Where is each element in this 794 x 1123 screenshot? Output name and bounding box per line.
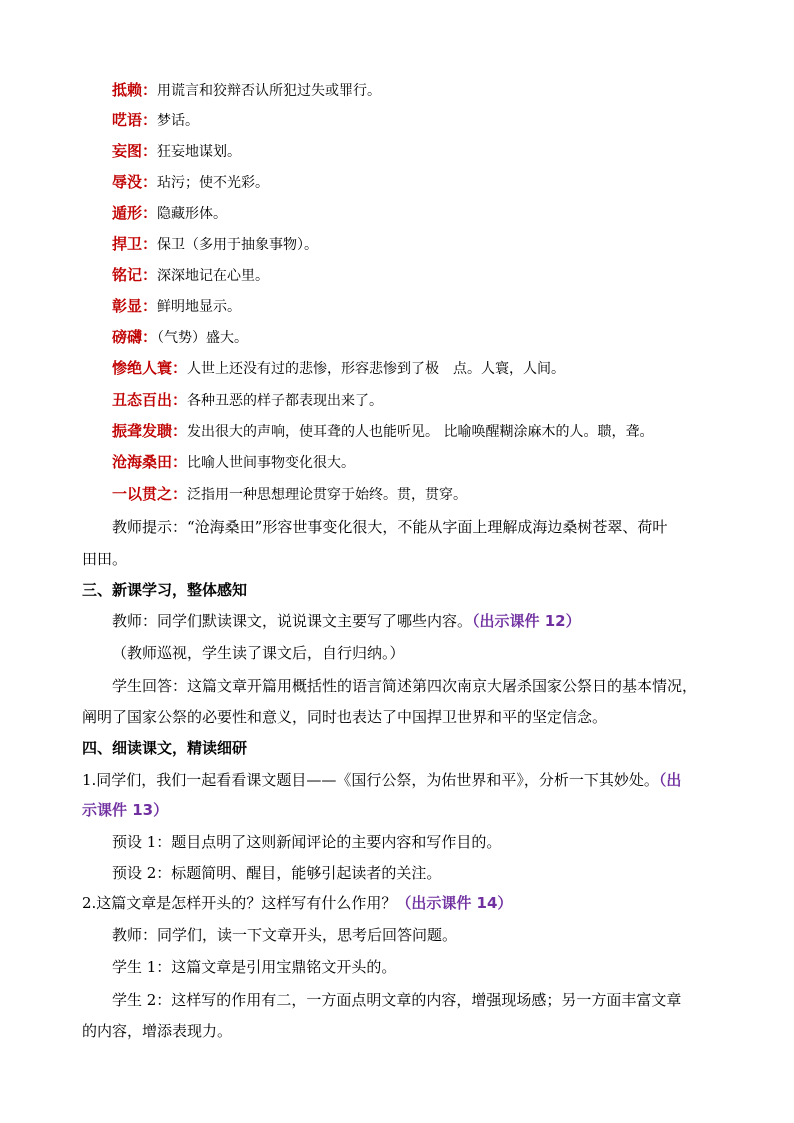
glossary-definition: 玷污；使不光彩。 xyxy=(157,175,270,191)
student-line: 学生 1：这篇文章是引用宝鼎铭文开头的。 xyxy=(112,958,397,976)
glossary-definition: 比喻人世间事物变化很大。 xyxy=(187,455,356,471)
preset-answer: 预设 1：题目点明了这则新闻评论的主要内容和写作目的。 xyxy=(112,833,502,851)
student-line: 的内容，增添表现力。 xyxy=(82,1022,233,1040)
teacher-note: （教师巡视，学生读了课文后，自行归纳。） xyxy=(112,644,405,662)
glossary-entry xyxy=(112,203,227,224)
glossary-entry xyxy=(112,390,383,411)
glossary-term: 惨绝人寰： xyxy=(112,359,188,377)
glossary-term: 抵赖： xyxy=(112,81,158,99)
glossary-definition: 保卫（多用于抽象事物）。 xyxy=(157,237,319,253)
glossary-definition: 狂妄地谋划。 xyxy=(157,144,242,160)
glossary-entry xyxy=(112,358,565,379)
teacher-tip-line: 田田。 xyxy=(82,550,128,568)
glossary-definition: 鲜明地显示。 xyxy=(157,299,242,315)
glossary-definition: 人世上还没有过的悲惨，形容悲惨到了极 点。人寰，人间。 xyxy=(187,361,566,377)
glossary-term: 铭记： xyxy=(112,266,158,284)
courseware-ref: 示课件 13） xyxy=(82,801,169,819)
glossary-entry xyxy=(112,484,467,505)
question-text: 2.这篇文章是怎样开头的？这样写有什么作用？ xyxy=(82,894,397,912)
glossary-definition: 发出很大的声响，使耳聋的人也能听见。 比喻唤醒糊涂麻木的人。聩，聋。 xyxy=(187,424,654,440)
courseware-ref: （出示课件 14） xyxy=(396,894,513,912)
glossary-entry xyxy=(112,327,248,348)
glossary-term: 妄图： xyxy=(112,142,158,160)
glossary-term: 遁形： xyxy=(112,204,158,222)
glossary-term: 彰显： xyxy=(112,297,158,315)
student-line: 学生 2：这样写的作用有二，一方面点明文章的内容，增强现场感；另一方面丰富文章 xyxy=(112,991,682,1009)
preset-answer: 预设 2：标题简明、醒目，能够引起读者的关注。 xyxy=(112,864,442,882)
teacher-line: 教师：同学们，读一下文章开头，思考后回答问题。 xyxy=(112,926,458,944)
question-text: 教师：同学们默读课文，说说课文主要写了哪些内容。 xyxy=(112,612,473,630)
glossary-definition: 用谎言和狡辩否认所犯过失或罪行。 xyxy=(157,83,382,99)
courseware-ref: （出 xyxy=(658,771,682,789)
teacher-question xyxy=(112,611,581,631)
glossary-term: 丑态百出： xyxy=(112,391,188,409)
student-answer-line: 学生回答：这篇文章开篇用概括性的语言简述第四次南京大屠杀国家公祭日的基本情况， xyxy=(112,677,698,695)
glossary-definition: （气势）盛大。 xyxy=(157,330,249,346)
glossary-entry xyxy=(112,234,318,255)
glossary-definition: 梦话。 xyxy=(157,113,200,129)
glossary-term: 捍卫： xyxy=(112,235,158,253)
glossary-entry xyxy=(112,172,269,193)
section-heading: 三、新课学习，整体感知 xyxy=(82,581,248,599)
student-answer-line: 阐明了国家公祭的必要性和意义，同时也表达了中国捍卫世界和平的坚定信念。 xyxy=(82,708,608,726)
glossary-term: 振聋发聩： xyxy=(112,422,188,440)
glossary-entry xyxy=(112,452,355,473)
courseware-ref: （出示课件 12） xyxy=(472,612,581,630)
glossary-entry xyxy=(112,296,241,317)
glossary-entry xyxy=(112,110,199,131)
glossary-definition: 深深地记在心里。 xyxy=(157,268,270,284)
question-text: 1.同学们，我们一起看看课文题目——《国行公祭，为佑世界和平》，分析一下其妙处。 xyxy=(82,771,659,789)
glossary-entry xyxy=(112,421,653,442)
glossary-entry xyxy=(112,265,269,286)
question-1 xyxy=(82,770,681,790)
question-1-cont xyxy=(82,800,168,820)
glossary-definition: 各种丑恶的样子都表现出来了。 xyxy=(187,393,384,409)
glossary-term: 沧海桑田： xyxy=(112,453,188,471)
glossary-term: 呓语： xyxy=(112,111,158,129)
glossary-term: 一以贯之： xyxy=(112,485,188,503)
glossary-definition: 泛指用一种思想理论贯穿于始终。贯，贯穿。 xyxy=(187,487,468,503)
glossary-term: 磅礴： xyxy=(112,328,158,346)
glossary-definition: 隐藏形体。 xyxy=(157,206,228,222)
question-2 xyxy=(82,893,512,913)
teacher-tip-line: 教师提示：“沧海桑田”形容世事变化很大，不能从字面上理解成海边桑树苍翠、荷叶 xyxy=(112,518,668,536)
section-heading: 四、细读课文，精读细研 xyxy=(82,739,248,757)
glossary-term: 辱没： xyxy=(112,173,158,191)
glossary-entry xyxy=(112,141,241,162)
glossary-entry xyxy=(112,80,381,101)
